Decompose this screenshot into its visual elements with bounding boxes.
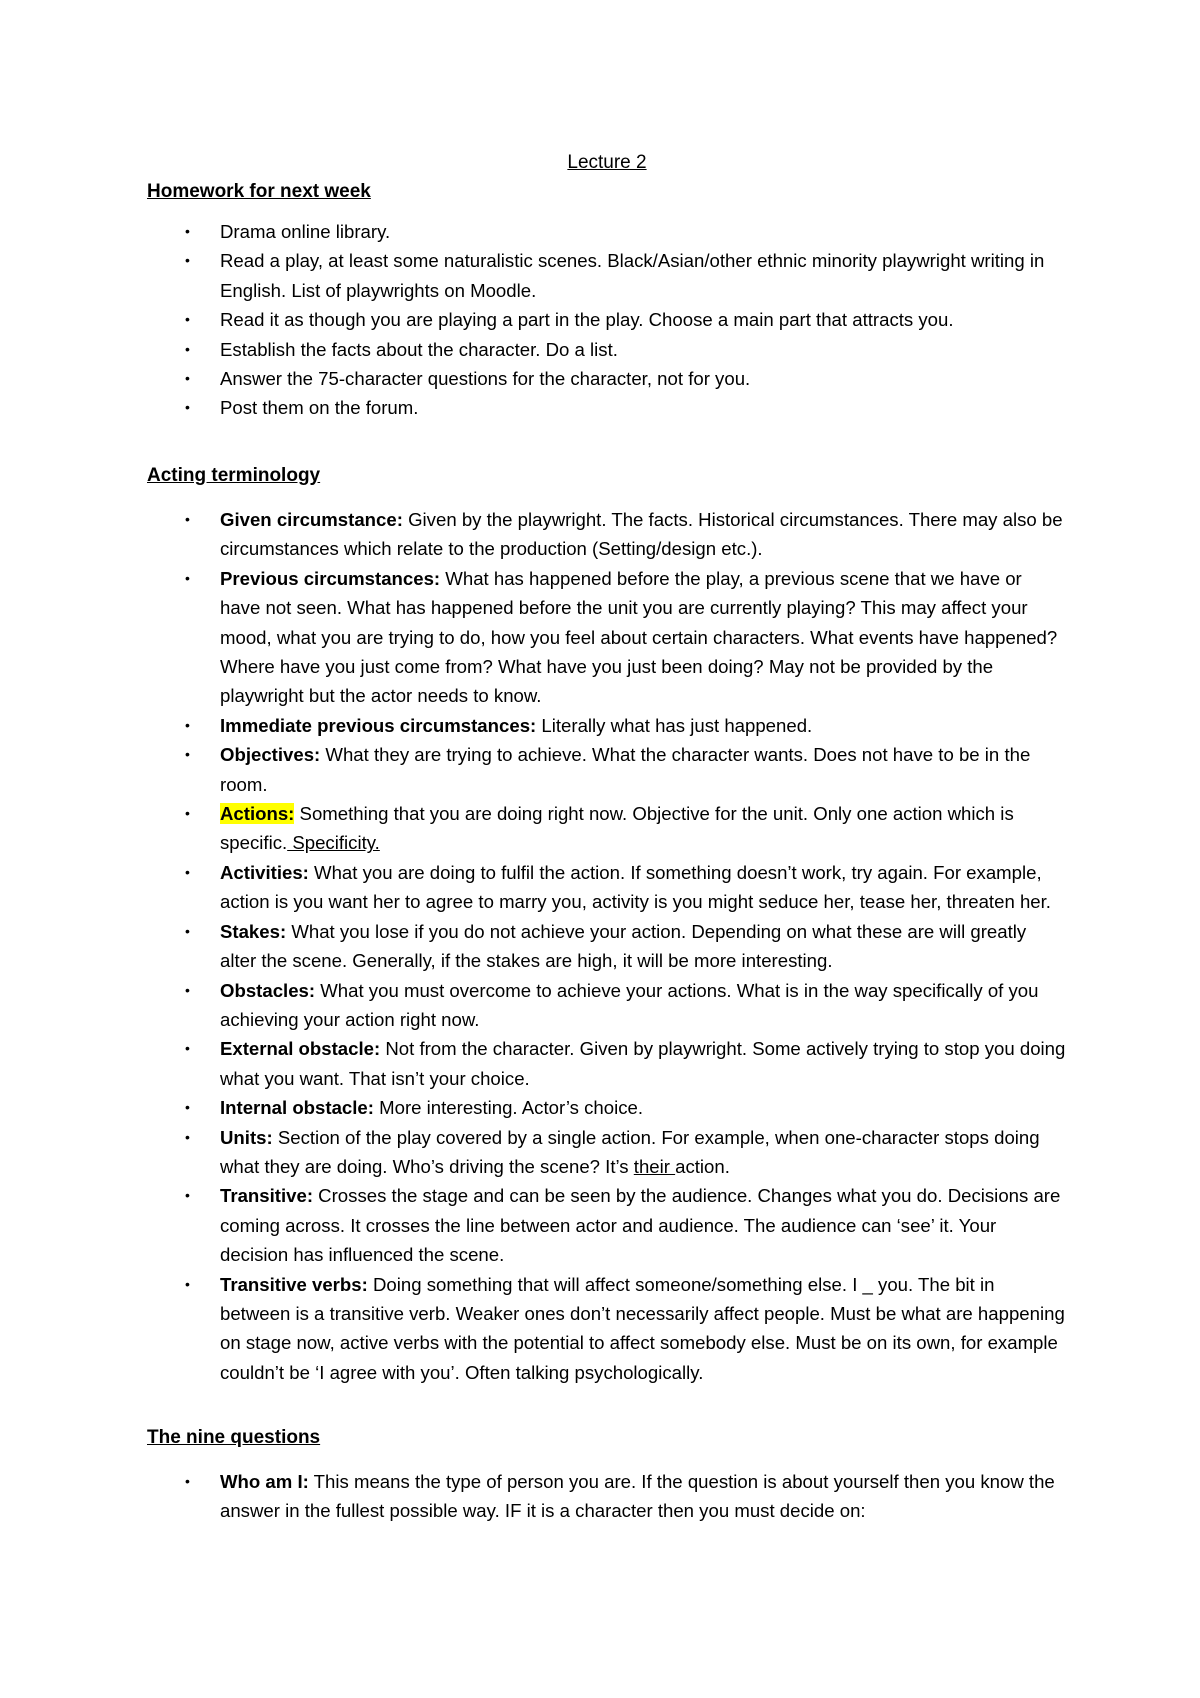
bullet-icon: • (185, 716, 190, 733)
bullet-icon: • (185, 1473, 190, 1489)
bullet-icon: • (185, 1187, 190, 1204)
bullet-icon: • (185, 1275, 190, 1292)
homework-list (147, 217, 1067, 423)
list-item: • Read a play, at least some naturalistic scenes. Black/Asian/other ethnic minority playwright writing in English. List of playwrights on Moodle. (147, 246, 1067, 305)
bullet-icon: • (185, 252, 190, 269)
bullet-icon: • (185, 805, 190, 822)
page-title: Lecture 2 (567, 152, 647, 173)
list-item: • External obstacle: Not from the character. Given by playwright. Some actively trying to stop you doing what you want. That isn’t your choice. (147, 1034, 1067, 1093)
list-item: • Units: Section of the play covered by a single action. For example, when one-character stops doing what they are doing. Who’s driving the scene? It’s their action. (147, 1123, 1067, 1182)
list-item: • Transitive: Crosses the stage and can be seen by the audience. Changes what you do. Decisions are coming across. It crosses the line between actor and audience. The audience can ‘see’ it. Your decision has influenced the scene. (147, 1181, 1067, 1269)
list-item: • Read it as though you are playing a part in the play. Choose a main part that attracts you. (147, 305, 1067, 334)
list-item: • Actions: Something that you are doing right now. Objective for the unit. Only one action which is specific. Specificity. (147, 799, 1067, 858)
list-item: • Immediate previous circumstances: Literally what has just happened. (147, 711, 1067, 740)
acting-terminology-heading: Acting terminology (147, 465, 321, 486)
bullet-icon: • (185, 311, 190, 328)
list-item: • Previous circumstances: What has happened before the play, a previous scene that we have or have not seen. What has happened before the unit you are currently playing? This may affect your mood, what you are trying to do, how you feel about certain characters. What events have happened? Where have you just come from? What have you just been doing? May not be provided by the playwright but the actor needs to know. (147, 564, 1067, 711)
list-item: • Given circumstance: Given by the playwright. The facts. Historical circumstances. There may also be circumstances which relate to the production (Setting/design etc.). (147, 505, 1067, 564)
list-item: • Transitive verbs: Doing something that will affect someone/something else. I _ you. The bit in between is a transitive verb. Weaker ones don’t necessarily affect people. Must be what are happening on stage now, active verbs with the potential to affect somebody else. Must be on its own, for example couldn’t be ‘I agree with you’. Often talking psychologically. (147, 1270, 1067, 1388)
bullet-icon: • (185, 399, 190, 416)
bullet-icon: • (185, 1040, 190, 1057)
bullet-icon: • (185, 746, 190, 763)
list-item: • Obstacles: What you must overcome to achieve your actions. What is in the way specifically of you achieving your action right now. (147, 976, 1067, 1035)
homework-heading: Homework for next week (147, 181, 371, 202)
list-item: • Drama online library. (147, 217, 1067, 246)
nine-questions-list (147, 1467, 1067, 1526)
list-item: • Answer the 75-character questions for the character, not for you. (147, 364, 1067, 393)
bullet-icon: • (185, 370, 190, 387)
list-item: • Who am I: This means the type of person you are. If the question is about yourself then you know the answer in the fullest possible way. IF it is a character then you must decide on: (147, 1467, 1067, 1526)
acting-terminology-list (147, 505, 1067, 1387)
bullet-icon: • (185, 223, 190, 239)
list-item: • Internal obstacle: More interesting. Actor’s choice. (147, 1093, 1067, 1122)
bullet-icon: • (185, 511, 190, 527)
bullet-icon: • (185, 340, 190, 357)
bullet-icon: • (185, 1128, 190, 1145)
bullet-icon: • (185, 569, 190, 586)
bullet-icon: • (185, 863, 190, 880)
list-item: • Activities: What you are doing to fulfil the action. If something doesn’t work, try again. For example, action is you want her to agree to marry you, activity is you might seduce her, tease her, threaten her. (147, 858, 1067, 917)
list-item: • Objectives: What they are trying to achieve. What the character wants. Does not have to be in the room. (147, 740, 1067, 799)
bullet-icon: • (185, 922, 190, 939)
bullet-icon: • (185, 1099, 190, 1116)
bullet-icon: • (185, 981, 190, 998)
list-item: • Stakes: What you lose if you do not achieve your action. Depending on what these are will greatly alter the scene. Generally, if the stakes are high, it will be more interesting. (147, 917, 1067, 976)
list-item: • Post them on the forum. (147, 393, 1067, 422)
list-item: • Establish the facts about the character. Do a list. (147, 335, 1067, 364)
highlighted-term: Actions: (220, 803, 295, 825)
nine-questions-heading: The nine questions (147, 1427, 321, 1448)
